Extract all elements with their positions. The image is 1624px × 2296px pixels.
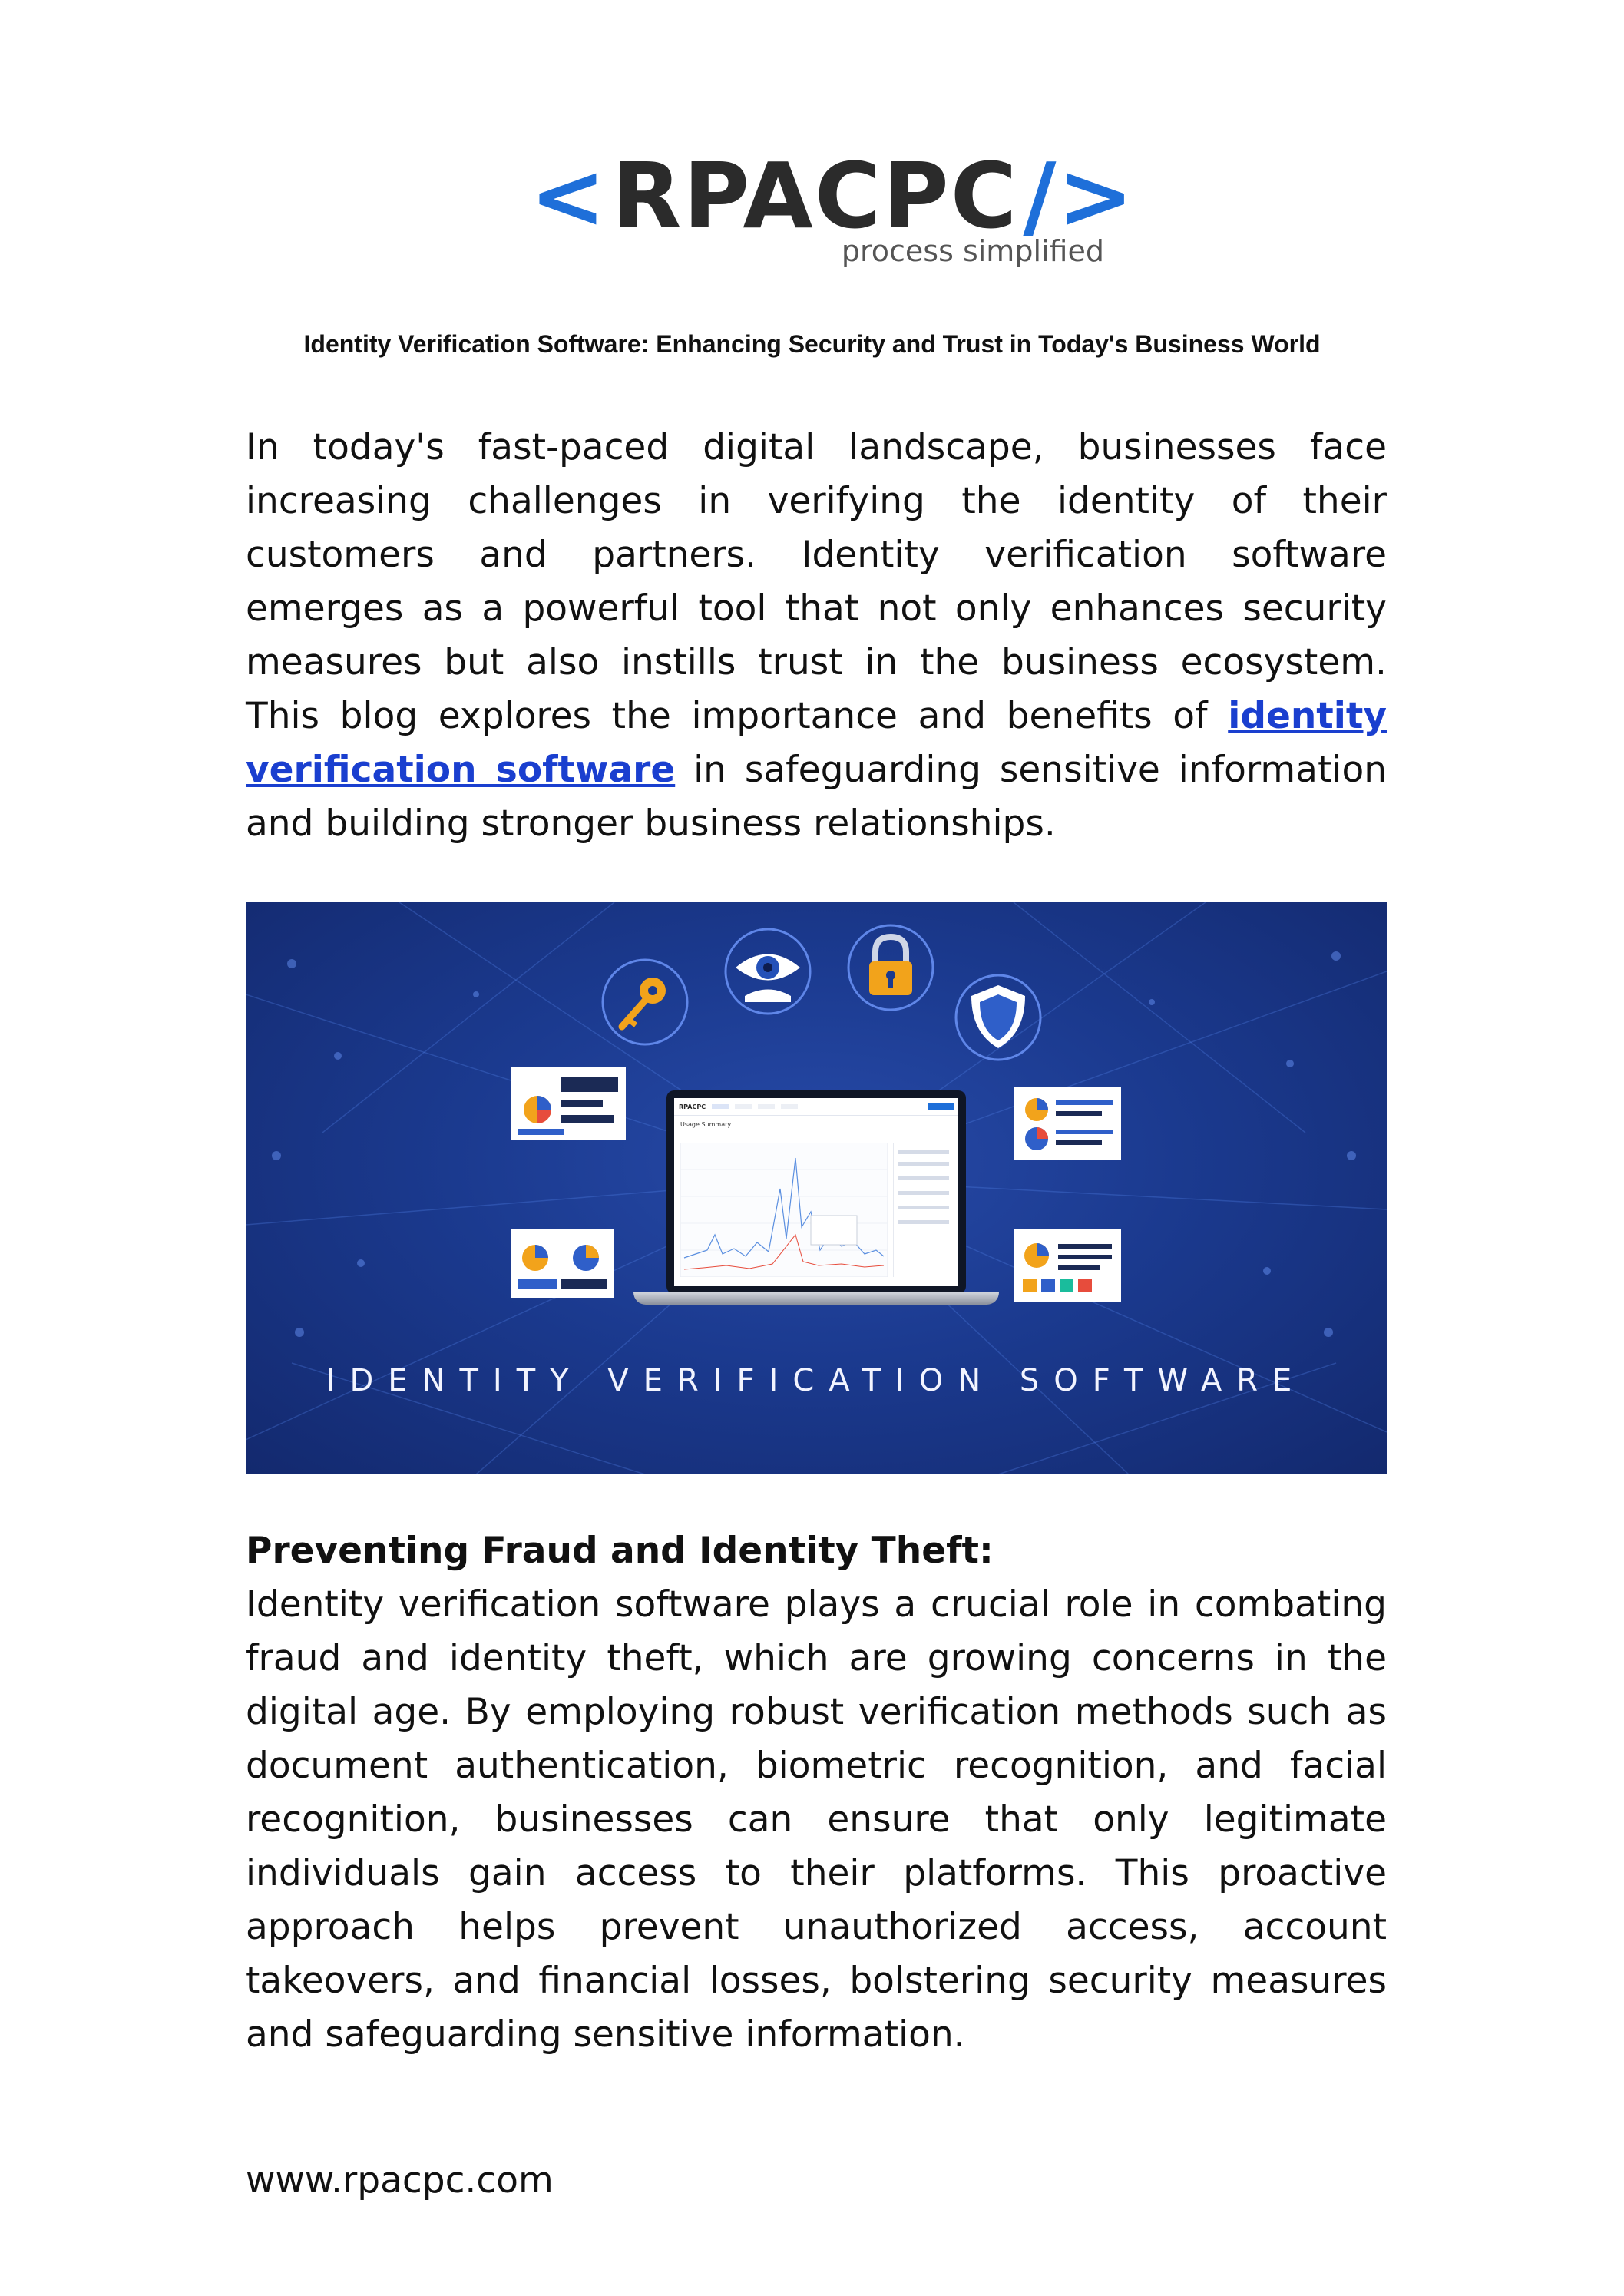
intro-text-after: in safeguarding sensitive information and building stronger business relationships. xyxy=(246,749,1387,845)
identity-verification-link[interactable]: identity verification software xyxy=(246,695,1387,791)
dashboard-topbar xyxy=(674,1098,958,1116)
dashboard-side-panel xyxy=(893,1143,954,1277)
logo-name: RPACPC xyxy=(611,143,1019,249)
intro-text-before: In today's fast-paced digital landscape, businesses face increasing challenges in verifying the identity of their customers and partners. Identity verification software emerges as a powerful tool that not only enhances security measures but also instills trust in the business ecosystem. This blog explores the importance and benefits of xyxy=(246,426,1387,737)
screen-logo: RPACPC xyxy=(679,1103,706,1110)
section-body: Identity verification software plays a crucial role in combating fraud and identity theft, which are growing concerns in the digital age. By employing robust verification methods such as document authentication, biometric recognition, and facial recognition, businesses can ensure that only legitimate individuals gain access to their platforms. This proactive approach helps prevent unauthorized access, account takeovers, and financial losses, bolstering security measures and safeguarding sensitive information. xyxy=(246,1583,1387,2056)
usage-line-chart xyxy=(680,1143,888,1277)
dashboard-screenshot xyxy=(674,1098,958,1286)
report-card-left-top xyxy=(511,1067,626,1140)
padlock-icon xyxy=(845,921,937,1014)
key-icon xyxy=(599,956,691,1048)
eye-icon xyxy=(722,925,814,1017)
section-heading: Preventing Fraud and Identity Theft: xyxy=(246,1530,994,1572)
intro-paragraph xyxy=(246,421,1387,851)
report-card-right-top xyxy=(1014,1087,1121,1160)
laptop-screen xyxy=(666,1090,966,1294)
logo-wordmark xyxy=(530,143,1136,249)
laptop-base xyxy=(633,1292,999,1305)
logo-tagline: process simplified xyxy=(841,234,1104,268)
shield-icon xyxy=(952,971,1044,1064)
banner-caption: IDENTITY VERIFICATION SOFTWARE xyxy=(326,1363,1307,1398)
report-card-right-bottom xyxy=(1014,1229,1121,1302)
screen-heading: Usage Summary xyxy=(680,1121,732,1128)
logo-left-bracket: < xyxy=(530,143,607,249)
footer-url: www.rpacpc.com xyxy=(246,2159,554,2202)
report-card-left-bottom xyxy=(511,1229,614,1298)
logo-right-bracket: /> xyxy=(1023,143,1136,249)
page-title: Identity Verification Software: Enhancing Security and Trust in Today's Business World xyxy=(303,330,1321,358)
brand-logo xyxy=(530,143,1136,280)
banner-image xyxy=(246,902,1387,1474)
